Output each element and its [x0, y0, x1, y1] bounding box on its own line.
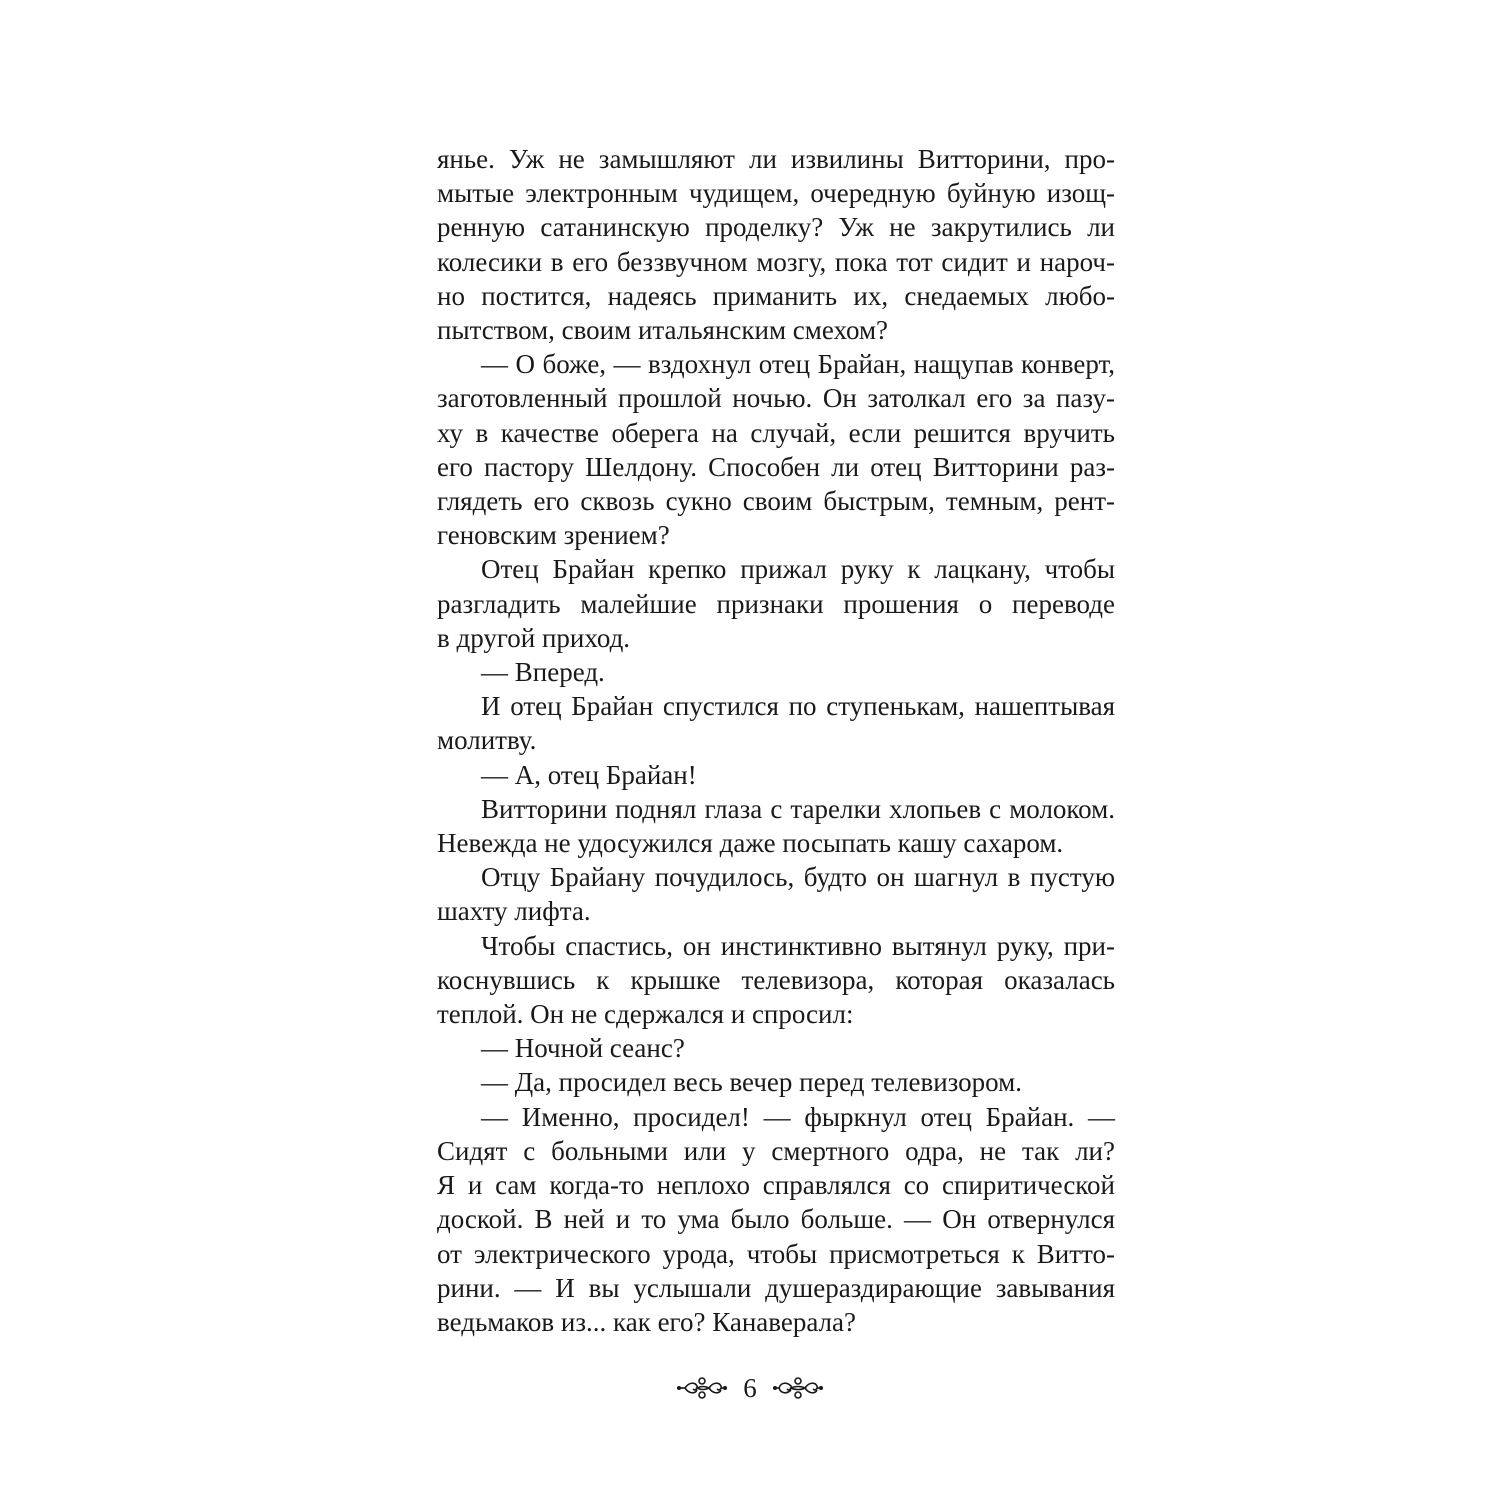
right-fleuron-ornament-icon — [771, 1373, 825, 1403]
text-line: Отцу Брайану почудилось, будто он шагнул в пустую — [481, 862, 1115, 893]
text-line: молитву. — [437, 725, 537, 756]
text-line: — Ночной сеанс? — [481, 1033, 685, 1064]
text-line: ренную сатанинскую проделку? Уж не закрутились ли — [437, 212, 1115, 243]
text-line: доской. В ней и то ума было больше. — Он отвернулся — [437, 1204, 1115, 1235]
text-line: И отец Брайан спустился по ступенькам, нашептывая — [481, 691, 1115, 722]
text-line: — А, отец Брайан! — [481, 759, 697, 790]
text-line: от электрического урода, чтобы присмотреться к Витто- — [437, 1238, 1115, 1269]
text-line: пытством, своим итальянским смехом? — [437, 315, 889, 346]
text-line: геновским зрением? — [437, 520, 670, 551]
left-fleuron-ornament-icon — [675, 1373, 729, 1403]
body-text — [437, 142, 1115, 1339]
text-line: — Да, просидел весь вечер перед телевизором. — [481, 1067, 1022, 1098]
text-line: рини. — И вы услышали душераздирающие завывания — [437, 1272, 1115, 1303]
text-line: — О боже, — вздохнул отец Брайан, нащупав конверт, — [481, 349, 1115, 380]
text-line: ху в качестве оберега на случай, если решится вручить — [437, 417, 1115, 448]
text-line: — Вперед. — [481, 657, 605, 688]
text-line: ведьмаков из... как его? Канаверала? — [437, 1306, 857, 1337]
text-line: в другой приход. — [437, 622, 631, 653]
page-number: 6 — [743, 1372, 757, 1403]
text-line: Чтобы спастись, он инстинктивно вытянул руку, при- — [481, 930, 1115, 961]
text-line: его пастору Шелдону. Способен ли отец Витторини раз- — [437, 451, 1115, 482]
text-line: Сидят с больными или у смертного одра, не так ли? — [437, 1135, 1115, 1166]
text-line: Витторини поднял глаза с тарелки хлопьев с молоком. — [481, 793, 1115, 824]
page-footer — [0, 1366, 1500, 1410]
text-line: Невежда не удосужился даже посыпать кашу сахаром. — [437, 828, 1064, 859]
text-line: заготовленный прошлой ночью. Он затолкал его за пазу- — [437, 383, 1115, 414]
text-line: шахту лифта. — [437, 896, 591, 927]
text-line: Я и сам когда-то неплохо справлялся со спиритической — [437, 1170, 1115, 1201]
text-line: разгладить малейшие признаки прошения о переводе — [437, 588, 1115, 619]
text-line: теплой. Он не сдержался и спросил: — [437, 999, 854, 1030]
text-line: коснувшись к крышке телевизора, которая оказалась — [437, 964, 1115, 995]
text-line: но постится, надеясь приманить их, снедаемых любо- — [437, 280, 1115, 311]
text-line: колесики в его беззвучном мозгу, пока тот сидит и нароч- — [437, 246, 1115, 277]
text-line: — Именно, просидел! — фыркнул отец Брайан. — — [481, 1101, 1115, 1132]
text-line: янье. Уж не замышляют ли извилины Витторини, про- — [437, 144, 1115, 174]
text-line: глядеть его сквозь сукно своим быстрым, темным, рент- — [437, 486, 1115, 517]
text-line: мытые электронным чудищем, очередную буйную изощ- — [437, 178, 1115, 209]
text-line: Отец Брайан крепко прижал руку к лацкану, чтобы — [481, 554, 1115, 585]
